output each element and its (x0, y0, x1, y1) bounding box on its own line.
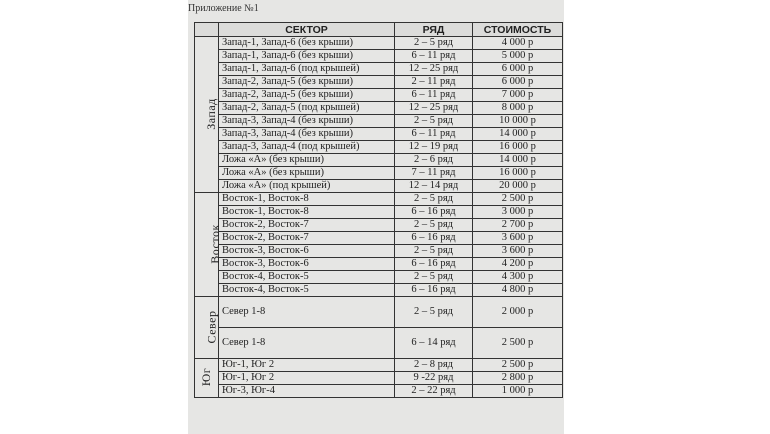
sector-cell: Восток-2, Восток-7 (219, 232, 395, 245)
table-row (195, 115, 563, 128)
row-cell: 12 – 25 ряд (395, 102, 473, 115)
price-cell: 4 000 р (473, 37, 563, 50)
table-row (195, 50, 563, 63)
table-row (195, 271, 563, 284)
sector-cell: Запад-2, Запад-5 (под крышей) (219, 102, 395, 115)
sector-cell: Восток-4, Восток-5 (219, 284, 395, 297)
sector-cell: Запад-1, Запад-6 (без крыши) (219, 50, 395, 63)
row-cell: 6 – 16 ряд (395, 206, 473, 219)
document-photo (188, 0, 564, 434)
zone-label-text: Юг (199, 367, 214, 387)
price-cell: 2 000 р (473, 297, 563, 328)
table-row (195, 245, 563, 258)
price-cell: 3 600 р (473, 245, 563, 258)
table-row (195, 167, 563, 180)
table-row (195, 297, 563, 328)
header-row (195, 23, 563, 37)
sector-cell: Запад-3, Запад-4 (без крыши) (219, 128, 395, 141)
row-cell: 6 – 11 ряд (395, 128, 473, 141)
row-cell: 6 – 16 ряд (395, 232, 473, 245)
sector-cell: Север 1-8 (219, 328, 395, 359)
table-row (195, 154, 563, 167)
price-cell: 6 000 р (473, 76, 563, 89)
zone-label (195, 359, 219, 398)
row-cell: 2 – 5 ряд (395, 297, 473, 328)
table-row (195, 385, 563, 398)
price-cell: 2 800 р (473, 372, 563, 385)
row-cell: 2 – 22 ряд (395, 385, 473, 398)
sector-cell: Ложа «А» (без крыши) (219, 167, 395, 180)
sector-cell: Восток-1, Восток-8 (219, 206, 395, 219)
row-cell: 6 – 11 ряд (395, 50, 473, 63)
price-cell: 2 500 р (473, 193, 563, 206)
sector-cell: Запад-1, Запад-6 (без крыши) (219, 37, 395, 50)
row-cell: 6 – 14 ряд (395, 328, 473, 359)
table-row (195, 128, 563, 141)
price-cell: 1 000 р (473, 385, 563, 398)
row-cell: 12 – 25 ряд (395, 63, 473, 76)
row-cell: 12 – 19 ряд (395, 141, 473, 154)
header-zone (195, 23, 219, 37)
sector-cell: Запад-2, Запад-5 (без крыши) (219, 89, 395, 102)
row-cell: 6 – 16 ряд (395, 284, 473, 297)
row-cell: 9 -22 ряд (395, 372, 473, 385)
sector-cell: Ложа «А» (под крышей) (219, 180, 395, 193)
zone-label (195, 37, 219, 193)
table-row (195, 89, 563, 102)
price-cell: 14 000 р (473, 128, 563, 141)
price-cell: 16 000 р (473, 167, 563, 180)
caption: Приложение №1 (188, 3, 259, 14)
price-cell: 14 000 р (473, 154, 563, 167)
price-cell: 3 000 р (473, 206, 563, 219)
price-cell: 4 300 р (473, 271, 563, 284)
row-cell: 2 – 5 ряд (395, 37, 473, 50)
sector-cell: Восток-3, Восток-6 (219, 245, 395, 258)
row-cell: 2 – 5 ряд (395, 115, 473, 128)
row-cell: 2 – 11 ряд (395, 76, 473, 89)
sector-cell: Восток-4, Восток-5 (219, 271, 395, 284)
price-cell: 8 000 р (473, 102, 563, 115)
price-cell: 20 000 р (473, 180, 563, 193)
price-cell: 2 500 р (473, 359, 563, 372)
row-cell: 12 – 14 ряд (395, 180, 473, 193)
header-row-label: РЯД (395, 23, 473, 37)
price-table (194, 22, 563, 398)
price-cell: 3 600 р (473, 232, 563, 245)
table-row (195, 102, 563, 115)
table-row (195, 372, 563, 385)
sector-cell: Север 1-8 (219, 297, 395, 328)
sector-cell: Восток-1, Восток-8 (219, 193, 395, 206)
sector-cell: Юг-3, Юг-4 (219, 385, 395, 398)
sector-cell: Запад-1, Запад-6 (под крышей) (219, 63, 395, 76)
zone-label (195, 193, 222, 297)
table-row (195, 232, 563, 245)
sector-cell: Юг-1, Юг 2 (219, 359, 395, 372)
table-row (195, 193, 563, 206)
zone-label (195, 297, 219, 359)
row-cell: 2 – 8 ряд (395, 359, 473, 372)
table-row (195, 141, 563, 154)
row-cell: 2 – 5 ряд (395, 193, 473, 206)
zone-label-text: Запад (203, 97, 218, 130)
price-cell: 2 500 р (473, 328, 563, 359)
row-cell: 2 – 5 ряд (395, 219, 473, 232)
sector-cell: Запад-3, Запад-4 (без крыши) (219, 115, 395, 128)
table-row (195, 258, 563, 271)
row-cell: 2 – 5 ряд (395, 271, 473, 284)
table-row (195, 180, 563, 193)
table-row (195, 63, 563, 76)
row-cell: 7 – 11 ряд (395, 167, 473, 180)
table-row (195, 219, 563, 232)
sector-cell: Запад-2, Запад-5 (без крыши) (219, 76, 395, 89)
price-cell: 10 000 р (473, 115, 563, 128)
row-cell: 6 – 11 ряд (395, 89, 473, 102)
price-cell: 5 000 р (473, 50, 563, 63)
table-row (195, 284, 563, 297)
price-cell: 16 000 р (473, 141, 563, 154)
price-cell: 4 800 р (473, 284, 563, 297)
sector-cell: Восток-3, Восток-6 (219, 258, 395, 271)
sector-cell: Ложа «А» (без крыши) (219, 154, 395, 167)
table-row (195, 206, 563, 219)
sector-cell: Восток-2, Восток-7 (219, 219, 395, 232)
table-row (195, 328, 563, 359)
price-cell: 6 000 р (473, 63, 563, 76)
table-row (195, 76, 563, 89)
table-row (195, 359, 563, 372)
header-sector: СЕКТОР (219, 23, 395, 37)
price-cell: 2 700 р (473, 219, 563, 232)
sector-cell: Юг-1, Юг 2 (219, 372, 395, 385)
table-row (195, 37, 563, 50)
header-price: СТОИМОСТЬ (473, 23, 563, 37)
zone-label-text: Север (204, 310, 219, 343)
sector-cell: Запад-3, Запад-4 (под крышей) (219, 141, 395, 154)
row-cell: 6 – 16 ряд (395, 258, 473, 271)
price-cell: 4 200 р (473, 258, 563, 271)
price-cell: 7 000 р (473, 89, 563, 102)
zone-label-text: Восток (207, 223, 222, 264)
row-cell: 2 – 5 ряд (395, 245, 473, 258)
row-cell: 2 – 6 ряд (395, 154, 473, 167)
